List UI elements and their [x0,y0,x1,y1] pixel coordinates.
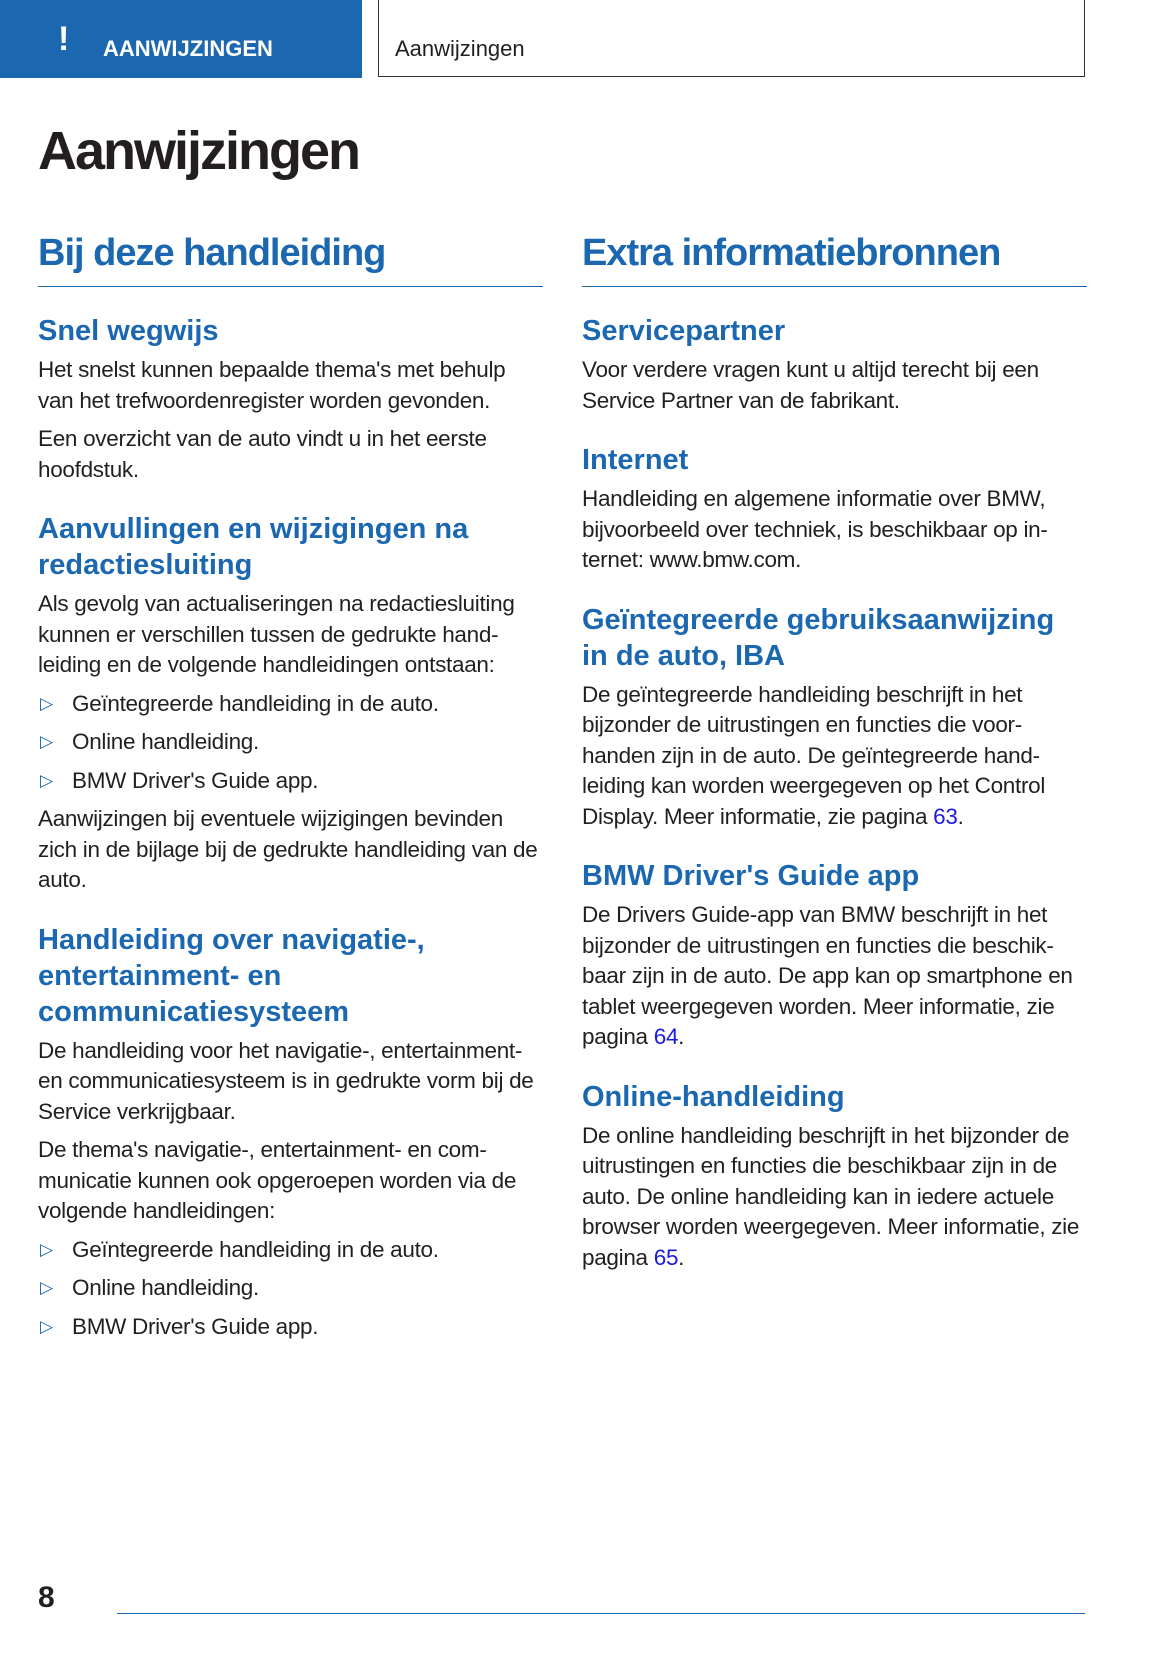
paragraph: Voor verdere vragen kunt u altijd terecht bij een Service Partner van de fabrikant. [582,357,1039,413]
paragraph: De thema's navigatie-, entertainment- en communicatie kunnen ook opgeroepen worden via de volgende handleidingen: [38,1137,517,1223]
section-snel-wegwijs [38,313,543,485]
page-title: Aanwijzingen [38,121,360,181]
paragraph: Aanwijzingen bij eventuele wijzigingen bevinden zich in de bijlage bij de gedrukte handleiding van de auto. [38,806,538,892]
subheading-snel-wegwijs: Snel wegwijs [38,315,219,347]
list-item: ▷ Geïntegreerde handleiding in de auto. [38,1235,543,1266]
paragraph: Het snelst kunnen bepaalde thema's met behulp van het trefwoordenregister worden gevonden. [38,357,506,413]
footer-divider [117,1613,1085,1614]
paragraph: De online handleiding beschrijft in het bijzonder de uitrustingen en functies die beschikbaar zijn in de auto. De online handleiding kan in iedere actuele browser worden weergegeven. Meer informatie, zie pagina 65. [582,1122,1080,1270]
list-item: ▷ Online handleiding. [38,727,543,758]
page-link-64[interactable]: 64 [653,1024,679,1049]
paragraph: De Drivers Guide-app van BMW beschrijft in het bijzonder de uitrustingen en functies die beschikbaar zijn in de auto. De app kan op smartphone en tablet weergegeven worden. Meer informatie, zie pagina 64. [582,902,1073,1049]
triangle-bullet-icon: ▷ [40,1316,53,1336]
right-column [582,230,1087,1299]
list-item: ▷ Geïntegreerde handleiding in de auto. [38,689,543,720]
section-aanvullingen [38,511,543,896]
chapter-tab-title: AANWIJZINGEN [103,36,273,61]
paragraph: Een overzicht van de auto vindt u in het eerste hoofdstuk. [38,426,487,482]
list-item: ▷ BMW Driver's Guide app. [38,766,543,797]
bullet-list [38,1235,543,1343]
exclamation-icon: ! [58,20,70,58]
section-heading-left: Bij deze handleiding [38,230,543,287]
section-iba [582,602,1087,833]
subheading-iba: Geïntegreerde gebruiksaanwijzing in de auto, IBA [582,603,1055,672]
paragraph: Als gevolg van actualiseringen na redactiesluiting kunnen er verschillen tussen de gedrukte handleiding en de volgende handleidingen ontstaan: [38,591,515,677]
subheading-online-handleiding: Online-handleiding [582,1080,845,1113]
bullet-list [38,689,543,797]
paragraph: De geïntegreerde handleiding beschrijft in het bijzonder de uitrustingen en functies die voorhanden zijn in de auto. De geïntegreerde handleiding kan worden weergegeven op het Control Display. Meer informatie, zie pagina 63. [582,681,1046,829]
chapter-tab [0,0,362,78]
section-internet [582,442,1087,576]
section-heading-right: Extra informatiebronnen [582,230,1087,287]
page-number: 8 [38,1581,55,1614]
breadcrumb [378,0,1085,77]
subheading-drivers-guide: BMW Driver's Guide app [582,860,920,892]
section-online-handleiding [582,1079,1087,1274]
page-link-63[interactable]: 63 [933,803,958,829]
paragraph: Handleiding en algemene informatie over BMW, bijvoorbeeld over techniek, is beschikbaar op internet: www.bmw.com. [582,486,1048,572]
page-link-65[interactable]: 65 [653,1244,679,1270]
subheading-aanvullingen: Aanvullingen en wijzigingen na redactiesluiting [38,513,469,581]
triangle-bullet-icon: ▷ [40,1278,53,1297]
subheading-navigatie: Handleiding over navigatie-, entertainment- en communicatiesysteem [38,923,425,1028]
subheading-internet: Internet [582,444,689,476]
subheading-servicepartner: Servicepartner [582,315,786,347]
section-servicepartner [582,313,1087,416]
paragraph: De handleiding voor het navigatie-, entertainment- en communicatiesysteem is in gedrukte vorm bij de Service verkrijgbaar. [38,1037,534,1124]
triangle-bullet-icon: ▷ [40,1239,53,1259]
list-item: ▷ BMW Driver's Guide app. [38,1312,543,1343]
list-item: ▷ Online handleiding. [38,1273,543,1304]
left-column [38,230,543,1368]
breadcrumb-label: Aanwijzingen [395,36,525,61]
triangle-bullet-icon: ▷ [40,732,53,751]
triangle-bullet-icon: ▷ [40,693,53,713]
section-navigatie [38,922,543,1343]
section-drivers-guide [582,858,1087,1053]
triangle-bullet-icon: ▷ [40,770,53,790]
